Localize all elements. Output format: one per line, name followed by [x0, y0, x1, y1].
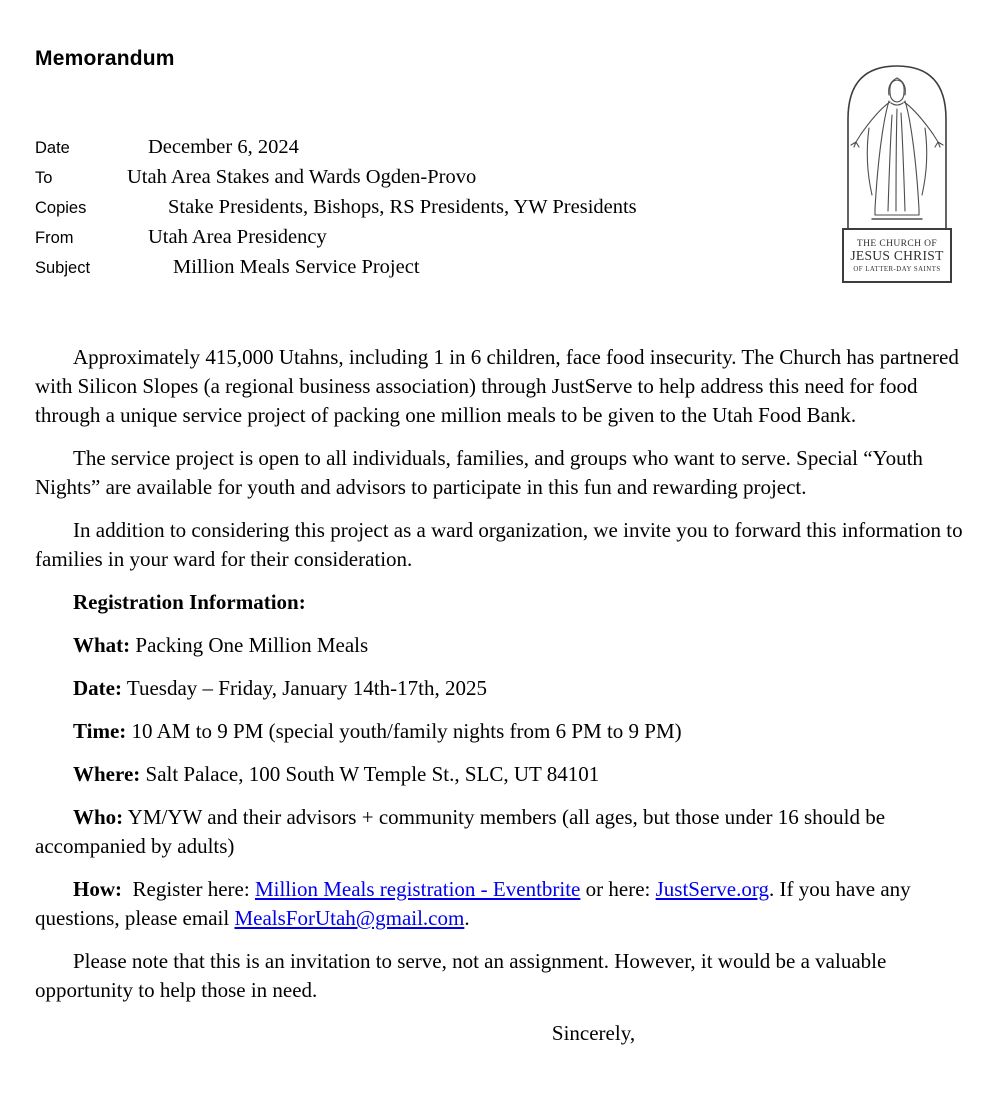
memo-field-date	[35, 136, 968, 166]
how-text-end: .	[464, 906, 470, 930]
reg-item-time	[35, 717, 968, 746]
reg-item-time-label: Time:	[73, 719, 127, 743]
logo-church-name-line2: JESUS CHRIST	[850, 248, 944, 263]
memo-field-subject	[35, 256, 968, 286]
field-label-from: From	[35, 229, 74, 247]
church-logo	[838, 55, 956, 287]
reg-item-what-label: What:	[73, 633, 131, 657]
logo-church-name-line1: THE CHURCH OF	[856, 239, 938, 249]
reg-item-how-label: How:	[73, 877, 122, 901]
paragraph-intro: Approximately 415,000 Utahns, including 1 in 6 children, face food insecurity. The Church has partnered with Silicon Slopes (a regional business association) through JustServe to help address this need for food through a unique service project of packing one million meals to be given to the Utah Food Bank.	[35, 345, 959, 427]
registration-heading: Registration Information:	[73, 590, 306, 614]
memo-title: Memorandum	[35, 47, 175, 70]
memo-field-to	[35, 166, 968, 196]
reg-item-date	[35, 674, 968, 703]
paragraph-closing-note: Please note that this is an invitation to serve, not an assignment. However, it would be a valuable opportunity to help those in need.	[35, 949, 887, 1002]
field-value-from: Utah Area Presidency	[148, 226, 327, 248]
christus-logo-graphic	[838, 55, 956, 287]
memo-body	[35, 343, 968, 1048]
meals-for-utah-email-link[interactable]: MealsForUtah@gmail.com	[234, 906, 465, 930]
paragraph-open-to-all: The service project is open to all individuals, families, and groups who want to serve. Special “Youth Nights” are available for youth and advisors to participate in this fun and rewarding project.	[35, 446, 923, 499]
field-label-to: To	[35, 169, 53, 187]
signoff-sincerely: Sincerely,	[551, 1021, 636, 1045]
reg-item-what-value: Packing One Million Meals	[130, 633, 369, 657]
reg-item-where-value: Salt Palace, 100 South W Temple St., SLC, UT 84101	[140, 762, 600, 786]
field-label-date: Date	[35, 139, 70, 157]
reg-item-who-value: YM/YW and their advisors + community members (all ages, but those under 16 should be accompanied by adults)	[35, 805, 886, 858]
memo-header-fields	[35, 136, 968, 286]
reg-item-where-label: Where:	[73, 762, 141, 786]
how-text-mid: or here:	[580, 877, 656, 901]
reg-item-time-value: 10 AM to 9 PM (special youth/family nights from 6 PM to 9 PM)	[126, 719, 682, 743]
field-value-to: Utah Area Stakes and Wards Ogden-Provo	[127, 166, 477, 188]
memo-field-copies	[35, 196, 968, 226]
field-label-copies: Copies	[35, 199, 87, 217]
memo-field-from	[35, 226, 968, 256]
reg-item-where	[35, 760, 968, 789]
reg-item-date-value: Tuesday – Friday, January 14th-17th, 2025	[121, 676, 487, 700]
reg-item-who	[35, 803, 968, 861]
paragraph-invitation: In addition to considering this project as a ward organization, we invite you to forward this information to families in your ward for their consideration.	[35, 518, 963, 571]
christus-figure	[851, 78, 943, 219]
reg-item-what	[35, 631, 968, 660]
reg-item-who-label: Who:	[73, 805, 124, 829]
eventbrite-registration-link[interactable]: Million Meals registration - Eventbrite	[254, 877, 581, 901]
field-value-subject: Million Meals Service Project	[173, 256, 420, 278]
logo-church-name-line3: OF LATTER-DAY SAINTS	[853, 266, 941, 273]
justserve-link[interactable]: JustServe.org	[655, 877, 769, 901]
logo-arch-outline	[848, 66, 946, 229]
field-value-copies: Stake Presidents, Bishops, RS Presidents, YW Presidents	[168, 196, 637, 218]
reg-item-date-label: Date:	[73, 676, 122, 700]
field-label-subject: Subject	[35, 259, 91, 277]
how-text-after-links: . If you have any questions, please email	[35, 877, 911, 930]
field-value-date: December 6, 2024	[148, 136, 299, 158]
how-text-pre: Register here:	[122, 877, 255, 901]
reg-item-how	[35, 875, 968, 933]
